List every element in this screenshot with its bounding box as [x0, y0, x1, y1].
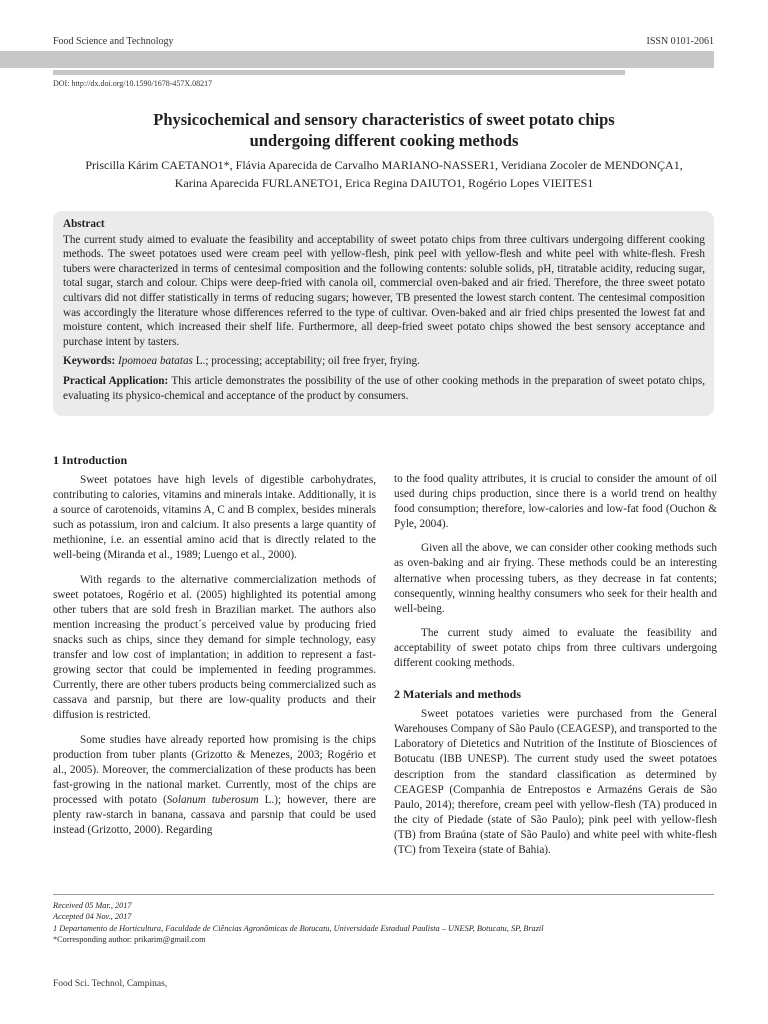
intro-paragraph-4: Given all the above, we can consider other cooking methods such as oven-baking and air frying. These methods could be an interesting alternative when processing tubers, as they decrease in fat contents; consequently, winning healthy consumers who seek for their health and well-being.: [394, 542, 717, 615]
keywords: [63, 354, 705, 369]
intro-paragraph-1: Sweet potatoes have high levels of digestible carbohydrates, contributing to calories, vitamins and minerals intake. Additionally, it is a source of carotenoids, vitamins A, C and B complex, besides minerals such as potassium, iron and calcium. It also presents a large quantity of methionine, i.e. an essential amino acid that is directly related to the well-being (Miranda et al., 1989; Luengo et al., 2000).: [53, 474, 376, 562]
potato-species: Solanum tuberosum: [166, 793, 259, 806]
methods-heading: 2 Materials and methods: [394, 687, 521, 702]
doi-link[interactable]: DOI: http://dx.doi.org/10.1590/1678-457X.08217: [53, 79, 213, 88]
introduction-heading: 1 Introduction: [53, 453, 128, 467]
author-list: [40, 156, 728, 192]
left-column: [53, 452, 376, 847]
header-band-thin: [53, 70, 625, 75]
article-title: [40, 109, 728, 151]
footnotes: [53, 900, 714, 946]
title-line-1: Physicochemical and sensory characteristics of sweet potato chips: [153, 110, 615, 129]
intro-paragraph-3-start: Some studies have already reported how promising is the chips production from tuber plants (Grizotto & Menezes, 2003; Rogério et al., 2005). Moreover, the commercialization of these products has been fast-growing in the national market. Currently, most of the chips are processed with potato (: [53, 733, 376, 806]
footnote-divider: [53, 894, 714, 895]
right-column: [394, 472, 717, 867]
journal-name: Food Science and Technology: [53, 36, 174, 47]
title-line-2: undergoing different cooking methods: [249, 131, 519, 150]
abstract-text: The current study aimed to evaluate the feasibility and acceptability of sweet potato chips from three cultivars undergoing different cooking methods. The sweet potatoes used were cream peel with yellow-flesh, pink peel with yellow-flesh and white peel with white-flesh. Fresh tubers were characterized in terms of centesimal composition and the following contents: soluble solids, pH, titratable acidity, reducing sugar, total sugar, starch and colour. Chips were deep-fried with canola oil, commercial oven-baked and air fried. Therefore, the three sweet potato cultivars did not differ statistically in terms of reducing sugars; however, TB presented the lowest starch content. The centesimal composition was accordingly the literature whose differences referred to the type of cultivar. Oven-baked and air fried chips presented the lowest fat and moisture content, which increased their shelf life. Furthermore, all deep-fried sweet potato chips showed the best sensory acceptance and purchase intent by tasters.: [63, 233, 705, 348]
methods-paragraph-1: Sweet potatoes varieties were purchased from the General Warehouses Company of São Paulo (CEAGESP), and transported to the Laboratory of Dietetics and Nutrition of the Institute of Biosciences of Botucatu (IBB UNESP). The current study used the sweet potatoes description from the standard classification as determined by CEAGESP (Companhia de Entrepostos e Armazéns Gerais de São Paulo, 2014); therefore, cream peel with yellow-flesh (TA) produced in the city of Piedade (state of São Paulo); pink peel with yellow-flesh (TB) from Braúna (state of São Paulo) and white peel with white-flesh (TC) from Texeira (state of Bahia).: [394, 708, 717, 856]
abstract-heading: Abstract: [63, 218, 105, 230]
intro-paragraph-3-end: L.); however, there are plenty raw-starch in banana, cassava and parsnip that could be used instead (Grizotto, 2000). Regarding: [53, 793, 376, 837]
abstract-box: [53, 211, 714, 416]
intro-paragraph-2: With regards to the alternative commercialization methods of sweet potatoes, Rogério et al. (2005) highlighted its potential among other tubers that are sold fresh in Brazilian market. The authors also mention increasing the product´s perceived value by producing fried snacks such as chips, since they demand for simple technology, easy transfer and low cost of implantation; in addition to represent a fast-growing sector that could be implemented in feeding programmes. Currently, there are other tubers products being commercialized such as cassava and parsnip, but there are low-quality products and their diffusion is restricted.: [53, 573, 376, 722]
authors-line-2: Karina Aparecida FURLANETO1, Erica Regina DAIUTO1, Rogério Lopes VIEITES1: [174, 176, 594, 190]
affiliation: 1 Departamento de Horticultura, Faculdade de Ciências Agronômicas de Botucatu, Universidade Estadual Paulista – UNESP, Botucatu, SP, Brazil: [53, 923, 544, 933]
issn: ISSN 0101-2061: [646, 36, 714, 47]
keywords-label: Keywords:: [63, 355, 116, 368]
keywords-list: L.; processing; acceptability; oil free fryer, frying.: [192, 355, 420, 368]
practical-application: [63, 374, 705, 403]
corresponding-author: *Corresponding author: prikarim@gmail.com: [53, 935, 206, 945]
practical-application-text: This article demonstrates the possibility of the use of other cooking methods in the preparation of sweet potato chips, evaluating its physico-chemical and acceptance of the product by consumers.: [63, 374, 705, 402]
intro-paragraph-5: The current study aimed to evaluate the feasibility and acceptability of sweet potato chips from three cultivars undergoing different cooking methods.: [394, 626, 717, 670]
practical-application-label: Practical Application:: [63, 374, 169, 387]
intro-paragraph-3: [53, 733, 376, 839]
page-footer: Food Sci. Technol, Campinas,: [53, 979, 168, 989]
keywords-species: Ipomoea batatas: [118, 355, 193, 368]
authors-line-1: Priscilla Kárim CAETANO1*, Flávia Aparecida de Carvalho MARIANO-NASSER1, Veridiana Zocoler de MENDONÇA1,: [85, 158, 683, 172]
received-date: Received 05 Mar., 2017: [53, 901, 132, 910]
intro-paragraph-3-continued: to the food quality attributes, it is crucial to consider the amount of oil used during chips production, since there is a world trend on healthy food consumption; therefore, low-calories and low-fat food (Ouchon & Pyle, 2004).: [394, 473, 717, 531]
accepted-date: Accepted 04 Nov., 2017: [53, 912, 132, 922]
header-band: [0, 51, 714, 68]
